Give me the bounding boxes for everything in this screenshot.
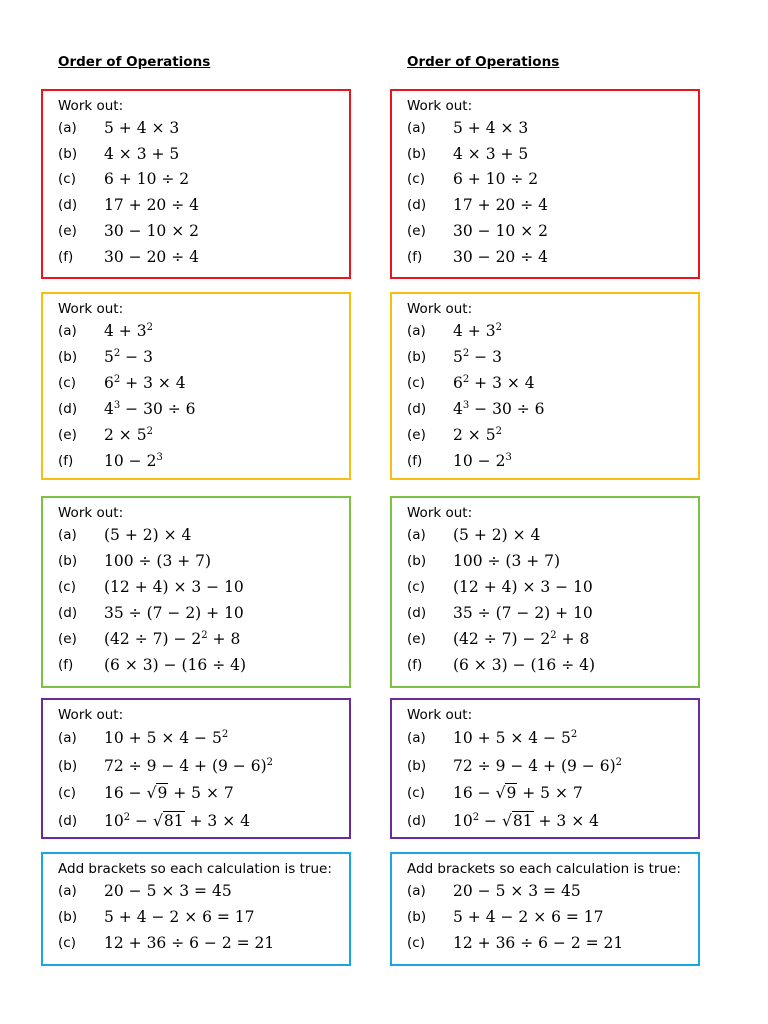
expr-part: + 8: [556, 630, 590, 648]
exponent: 3: [505, 452, 512, 463]
square-root: [496, 784, 518, 802]
exponent: 2: [615, 756, 623, 768]
question-item: [58, 626, 349, 652]
question-label: (c): [407, 171, 425, 188]
question-expression: 17 + 20 ÷ 4: [104, 196, 199, 215]
question-item: [58, 370, 349, 396]
question-label: (f): [58, 453, 74, 469]
exercise-box-5: [41, 852, 351, 966]
question-item: [58, 930, 349, 956]
question-item: [58, 752, 349, 780]
expr-part: + 5 × 7: [168, 784, 234, 803]
question-item: [407, 448, 698, 474]
exponent: 2: [113, 374, 121, 385]
expr-part: 100 ÷ (3 + 7): [453, 552, 561, 570]
question-item: [407, 752, 698, 780]
question-expression: [104, 552, 211, 570]
question-item: [58, 904, 349, 930]
question-expression: [453, 812, 599, 830]
expr-part: 6: [453, 374, 463, 392]
question-item: [58, 548, 349, 574]
question-item: [407, 192, 698, 218]
square-root: [147, 784, 169, 802]
exponent: 2: [462, 348, 470, 359]
question-item: [407, 878, 698, 904]
expr-part: 4 + 3: [104, 322, 147, 340]
question-label: (d): [407, 401, 427, 417]
radicand: 9: [506, 784, 517, 803]
expr-part: (6 × 3) − (16 ÷ 4): [453, 656, 596, 674]
box-instruction: Add brackets so each calculation is true:: [58, 861, 332, 877]
question-item: [407, 626, 698, 652]
question-item: [407, 344, 698, 370]
question-expression: [104, 812, 250, 830]
question-expression: 30 − 10 × 2: [453, 222, 548, 241]
exercise-box-5: [390, 852, 700, 966]
exponent: 2: [550, 630, 557, 641]
expr-part: − 3: [469, 348, 502, 366]
question-item: [407, 167, 698, 193]
expr-part: 72 ÷ 9 − 4 + (9 − 6): [104, 756, 267, 775]
radical-sign-icon: √: [146, 784, 157, 803]
question-label: (a): [58, 323, 77, 339]
expr-part: 10 − 2: [104, 452, 157, 470]
exponent: 2: [495, 322, 502, 333]
question-item: [407, 244, 698, 270]
expr-part: 16 −: [104, 784, 147, 803]
question-label: (b): [407, 553, 427, 569]
exercise-box-3: [390, 496, 700, 688]
question-expression: [453, 729, 577, 747]
question-label: (b): [58, 349, 78, 365]
question-label: (b): [58, 145, 78, 162]
question-label: (c): [407, 785, 425, 802]
box-instruction: Work out:: [58, 301, 124, 317]
question-item: [58, 807, 349, 835]
question-item: [58, 115, 349, 141]
exercise-box-2: [41, 292, 351, 480]
question-label: (a): [407, 323, 426, 339]
question-expression: [453, 348, 502, 366]
question-label: (c): [407, 934, 425, 951]
radicand: 9: [157, 784, 168, 803]
question-expression: [453, 526, 540, 544]
expr-part: 72 ÷ 9 − 4 + (9 − 6): [453, 756, 616, 775]
question-item: [407, 115, 698, 141]
expr-part: 100 ÷ (3 + 7): [104, 552, 212, 570]
expr-part: 2 × 5: [104, 426, 147, 444]
question-item: [407, 422, 698, 448]
question-expression: 5 + 4 − 2 × 6 = 17: [104, 907, 255, 926]
expr-part: (5 + 2) × 4: [104, 526, 192, 544]
question-label: (e): [407, 631, 426, 647]
expr-part: 10 + 5 × 4 − 5: [104, 728, 222, 747]
expr-part: − 30 ÷ 6: [469, 400, 545, 418]
exponent: 3: [156, 452, 163, 463]
question-item: [58, 192, 349, 218]
exercise-box-1: [390, 89, 700, 279]
question-expression: 4 × 3 + 5: [104, 144, 180, 163]
question-expression: 20 − 5 × 3 = 45: [104, 881, 232, 900]
question-expression: [453, 374, 535, 392]
question-expression: [104, 656, 246, 674]
worksheet-left: [41, 0, 356, 1024]
question-label: (b): [407, 145, 427, 162]
question-label: (c): [407, 375, 425, 391]
question-item: [58, 448, 349, 474]
question-expression: 30 − 20 ÷ 4: [104, 247, 199, 266]
expr-part: − 3: [120, 348, 153, 366]
question-label: (e): [58, 631, 77, 647]
exponent: 2: [123, 812, 131, 824]
question-expression: [453, 452, 512, 470]
question-label: (d): [58, 197, 78, 214]
question-item: [407, 522, 698, 548]
expr-part: 10 + 5 × 4 − 5: [453, 728, 571, 747]
question-expression: 30 − 20 ÷ 4: [453, 247, 548, 266]
exponent: 2: [146, 322, 153, 333]
expr-part: (42 ÷ 7) − 2: [104, 630, 202, 648]
question-expression: [104, 400, 196, 418]
expr-part: 35 ÷ (7 − 2) + 10: [104, 604, 244, 622]
question-expression: 5 + 4 − 2 × 6 = 17: [453, 907, 604, 926]
box-instruction: Work out:: [407, 505, 473, 521]
question-expression: [104, 729, 228, 747]
exponent: 2: [266, 756, 274, 768]
expr-part: 4: [453, 400, 463, 418]
expr-part: 10 − 2: [453, 452, 506, 470]
question-item: [58, 396, 349, 422]
exponent: 2: [472, 812, 480, 824]
question-label: (c): [58, 785, 76, 802]
question-expression: [453, 578, 593, 596]
question-item: [58, 878, 349, 904]
question-label: (c): [407, 579, 425, 595]
expr-part: + 3 × 4: [184, 812, 250, 831]
question-label: (e): [58, 223, 77, 240]
radicand: 81: [163, 812, 184, 831]
question-expression: [104, 426, 153, 444]
exponent: 2: [462, 374, 470, 385]
expr-part: + 3 × 4: [469, 374, 535, 392]
question-label: (f): [58, 657, 74, 673]
box-instruction: Work out:: [58, 98, 124, 114]
question-label: (d): [58, 813, 78, 830]
question-label: (e): [407, 223, 426, 240]
square-root: [153, 812, 185, 830]
question-expression: [453, 630, 589, 648]
question-item: [58, 780, 349, 808]
question-item: [58, 522, 349, 548]
question-expression: 5 + 4 × 3: [453, 118, 529, 137]
radical-sign-icon: √: [495, 784, 506, 803]
question-item: [58, 167, 349, 193]
question-label: (f): [407, 453, 423, 469]
question-label: (c): [58, 579, 76, 595]
question-label: (a): [58, 527, 77, 543]
question-expression: [104, 784, 234, 802]
question-expression: [104, 374, 186, 392]
question-label: (d): [407, 813, 427, 830]
question-item: [407, 652, 698, 678]
question-label: (b): [58, 908, 78, 925]
expr-part: 35 ÷ (7 − 2) + 10: [453, 604, 593, 622]
question-label: (d): [407, 605, 427, 621]
question-expression: [104, 526, 191, 544]
expr-part: + 3 × 4: [120, 374, 186, 392]
question-label: (e): [58, 427, 77, 443]
question-label: (f): [58, 248, 74, 265]
question-label: (d): [58, 605, 78, 621]
box-instruction: Work out:: [58, 505, 124, 521]
question-label: (a): [407, 119, 426, 136]
question-item: [407, 780, 698, 808]
box-instruction: Work out:: [407, 98, 473, 114]
radical-sign-icon: √: [152, 812, 163, 831]
expr-part: + 3 × 4: [533, 812, 599, 831]
expr-part: 6: [104, 374, 114, 392]
question-label: (a): [58, 119, 77, 136]
question-item: [58, 218, 349, 244]
box-instruction: Add brackets so each calculation is true:: [407, 861, 681, 877]
question-label: (b): [407, 349, 427, 365]
page-title: Order of Operations: [58, 54, 211, 70]
question-item: [58, 724, 349, 752]
question-label: (f): [407, 657, 423, 673]
expr-part: + 8: [207, 630, 241, 648]
question-expression: [453, 426, 502, 444]
question-expression: [453, 757, 622, 775]
exercise-box-1: [41, 89, 351, 279]
worksheet-right: [390, 0, 705, 1024]
question-expression: 5 + 4 × 3: [104, 118, 180, 137]
question-expression: 6 + 10 ÷ 2: [104, 170, 190, 189]
question-label: (b): [407, 908, 427, 925]
exponent: 3: [462, 400, 470, 411]
question-expression: 12 + 36 ÷ 6 − 2 = 21: [453, 933, 624, 952]
question-item: [407, 807, 698, 835]
question-label: (a): [407, 882, 426, 899]
box-instruction: Work out:: [407, 707, 473, 723]
exercise-box-4: [390, 698, 700, 839]
expr-part: 2 × 5: [453, 426, 496, 444]
question-expression: 17 + 20 ÷ 4: [453, 196, 548, 215]
question-expression: 6 + 10 ÷ 2: [453, 170, 539, 189]
radical-sign-icon: √: [501, 812, 512, 831]
question-expression: [104, 604, 244, 622]
exponent: 2: [221, 728, 229, 740]
question-item: [407, 548, 698, 574]
question-item: [58, 141, 349, 167]
question-label: (a): [58, 729, 77, 746]
expr-part: −: [479, 812, 502, 831]
question-label: (d): [58, 401, 78, 417]
question-item: [58, 652, 349, 678]
expr-part: 4: [104, 400, 114, 418]
square-root: [502, 812, 534, 830]
question-item: [407, 724, 698, 752]
exponent: 2: [146, 426, 153, 437]
question-item: [58, 244, 349, 270]
question-expression: 30 − 10 × 2: [104, 222, 199, 241]
question-label: (f): [407, 248, 423, 265]
expr-part: (5 + 2) × 4: [453, 526, 541, 544]
exercise-box-3: [41, 496, 351, 688]
question-expression: 4 × 3 + 5: [453, 144, 529, 163]
radicand: 81: [512, 812, 533, 831]
question-expression: [453, 400, 545, 418]
question-label: (a): [407, 527, 426, 543]
expr-part: 10: [453, 812, 473, 831]
box-instruction: Work out:: [407, 301, 473, 317]
expr-part: 5: [453, 348, 463, 366]
exponent: 2: [570, 728, 578, 740]
question-expression: [453, 552, 560, 570]
expr-part: 5: [104, 348, 114, 366]
exercise-box-4: [41, 698, 351, 839]
question-item: [58, 422, 349, 448]
question-expression: [453, 656, 595, 674]
question-label: (b): [58, 757, 78, 774]
question-expression: [453, 322, 502, 340]
expr-part: − 30 ÷ 6: [120, 400, 196, 418]
question-expression: [104, 757, 273, 775]
question-item: [58, 574, 349, 600]
question-item: [58, 318, 349, 344]
question-label: (c): [58, 934, 76, 951]
question-item: [407, 141, 698, 167]
question-label: (e): [407, 427, 426, 443]
question-expression: 20 − 5 × 3 = 45: [453, 881, 581, 900]
question-expression: [104, 630, 240, 648]
question-label: (c): [58, 171, 76, 188]
expr-part: (6 × 3) − (16 ÷ 4): [104, 656, 247, 674]
page-title: Order of Operations: [407, 54, 560, 70]
question-item: [407, 930, 698, 956]
box-instruction: Work out:: [58, 707, 124, 723]
question-label: (a): [407, 729, 426, 746]
expr-part: + 5 × 7: [517, 784, 583, 803]
exponent: 2: [495, 426, 502, 437]
question-expression: [104, 322, 153, 340]
expr-part: (12 + 4) × 3 − 10: [104, 578, 244, 596]
expr-part: (42 ÷ 7) − 2: [453, 630, 551, 648]
question-item: [407, 370, 698, 396]
expr-part: 10: [104, 812, 124, 831]
question-label: (b): [407, 757, 427, 774]
question-expression: [104, 578, 244, 596]
question-label: (a): [58, 882, 77, 899]
question-expression: [104, 348, 153, 366]
question-item: [407, 904, 698, 930]
expr-part: 16 −: [453, 784, 496, 803]
exponent: 2: [201, 630, 208, 641]
question-label: (d): [407, 197, 427, 214]
exponent: 3: [113, 400, 121, 411]
question-item: [407, 396, 698, 422]
question-label: (b): [58, 553, 78, 569]
expr-part: −: [130, 812, 153, 831]
question-item: [58, 344, 349, 370]
question-expression: [453, 604, 593, 622]
exercise-box-2: [390, 292, 700, 480]
expr-part: (12 + 4) × 3 − 10: [453, 578, 593, 596]
question-expression: 12 + 36 ÷ 6 − 2 = 21: [104, 933, 275, 952]
question-item: [58, 600, 349, 626]
expr-part: 4 + 3: [453, 322, 496, 340]
question-item: [407, 574, 698, 600]
exponent: 2: [113, 348, 121, 359]
question-item: [407, 318, 698, 344]
question-item: [407, 218, 698, 244]
question-item: [407, 600, 698, 626]
question-expression: [453, 784, 583, 802]
question-expression: [104, 452, 163, 470]
question-label: (c): [58, 375, 76, 391]
